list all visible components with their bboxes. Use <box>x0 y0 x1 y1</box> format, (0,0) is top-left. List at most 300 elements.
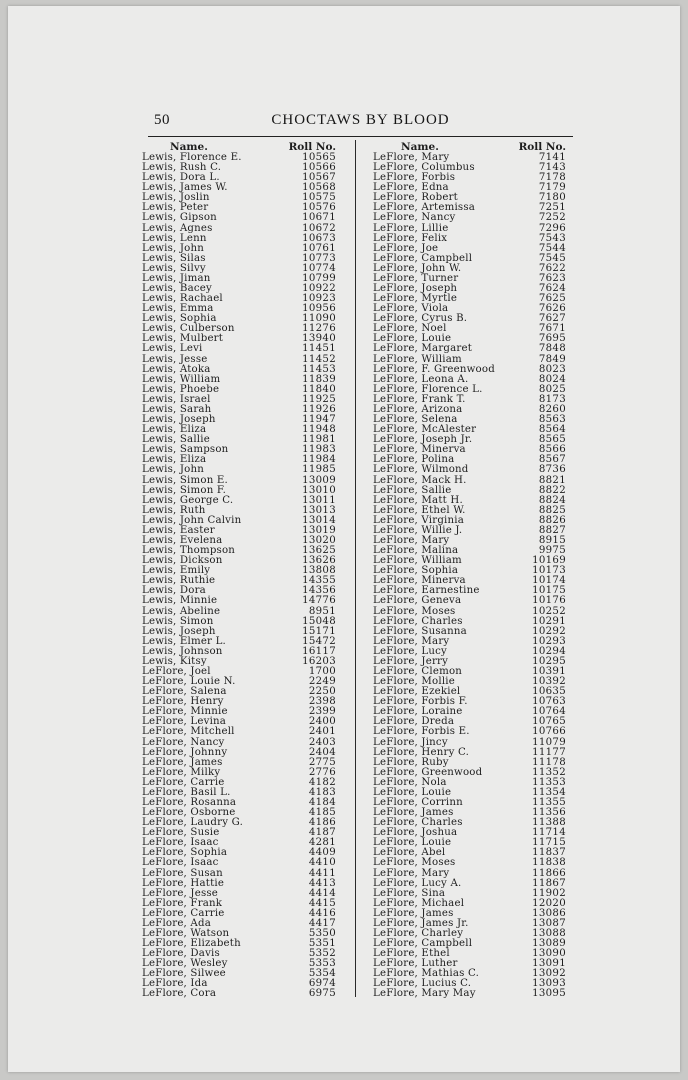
entry-name: LeFlore, Mollie <box>373 676 455 688</box>
entry-name: LeFlore, Ezekiel <box>373 686 461 698</box>
entry-roll-number: 13940 <box>302 333 336 345</box>
name-column-heading: Name. <box>401 141 439 153</box>
entry-name: LeFlore, John W. <box>373 262 462 274</box>
entry-roll-number: 4413 <box>308 877 336 889</box>
entry-roll-number: 13092 <box>532 968 566 980</box>
entry-roll-number: 4281 <box>308 837 336 849</box>
entry-name: LeFlore, Sina <box>373 887 446 899</box>
roll-entry <box>373 596 568 606</box>
entry-roll-number: 8951 <box>308 605 336 617</box>
entry-roll-number: 11867 <box>532 877 566 889</box>
entry-name: Lewis, Simon <box>142 615 214 627</box>
entry-name: LeFlore, Lucy <box>373 645 448 657</box>
entry-roll-number: 10576 <box>302 202 336 214</box>
entry-roll-number: 11839 <box>302 373 336 385</box>
entry-name: LeFlore, Laudry G. <box>142 817 244 829</box>
entry-roll-number: 2399 <box>308 706 336 718</box>
entry-roll-number: 16203 <box>302 655 336 667</box>
entry-name: Lewis, Levi <box>142 343 203 355</box>
entry-roll-number: 10799 <box>302 272 336 284</box>
page-number: 50 <box>154 112 170 128</box>
entry-roll-number: 7848 <box>538 343 566 355</box>
entry-roll-number: 10956 <box>302 303 336 315</box>
entry-roll-number: 7626 <box>538 303 566 315</box>
entry-name: Lewis, Eliza <box>142 454 207 466</box>
entry-roll-number: 4411 <box>308 867 336 879</box>
entry-name: LeFlore, Polina <box>373 454 455 466</box>
entry-roll-number: 4185 <box>308 807 336 819</box>
entry-roll-number: 10671 <box>302 212 336 224</box>
entry-roll-number: 10292 <box>532 625 566 637</box>
entry-name: LeFlore, Nancy <box>142 736 225 748</box>
entry-name: Lewis, Gipson <box>142 212 217 224</box>
entry-roll-number: 11177 <box>532 746 566 758</box>
entry-roll-number: 13086 <box>532 907 566 919</box>
entry-roll-number: 13087 <box>532 917 566 929</box>
entry-roll-number: 4409 <box>308 847 336 859</box>
entry-roll-number: 8565 <box>538 434 566 446</box>
entry-name: LeFlore, Florence L. <box>373 383 483 395</box>
entry-roll-number: 11354 <box>532 786 566 798</box>
entry-name: LeFlore, Frank T. <box>373 393 466 405</box>
entry-name: Lewis, George C. <box>142 494 234 506</box>
entry-name: LeFlore, Lucy A. <box>373 877 462 889</box>
entry-name: LeFlore, Campbell <box>373 938 473 950</box>
entry-name: Lewis, John <box>142 242 205 254</box>
entry-name: LeFlore, Mathias C. <box>373 968 480 980</box>
entry-name: LeFlore, James Jr. <box>373 917 469 929</box>
roll-entry <box>142 465 338 475</box>
entry-name: LeFlore, Joshua <box>373 827 458 839</box>
entry-roll-number: 15048 <box>302 615 336 627</box>
entry-name: LeFlore, Davis <box>142 948 220 960</box>
entry-roll-number: 7849 <box>538 353 566 365</box>
entry-name: LeFlore, Louie N. <box>142 676 236 688</box>
entry-roll-number: 4184 <box>308 797 336 808</box>
entry-roll-number: 4414 <box>308 887 336 899</box>
entry-roll-number: 13090 <box>532 948 566 960</box>
entry-name: Lewis, Silas <box>142 252 206 264</box>
entry-roll-number: 10764 <box>532 706 566 718</box>
entry-roll-number: 8023 <box>538 363 566 375</box>
entry-name: LeFlore, Moses <box>373 605 456 617</box>
entry-roll-number: 11090 <box>302 313 336 325</box>
entry-roll-number: 7544 <box>538 242 566 254</box>
entry-name: LeFlore, Artemissa <box>373 202 476 214</box>
entry-name: LeFlore, Susanna <box>373 625 467 637</box>
entry-roll-number: 7624 <box>538 283 566 295</box>
entry-name: LeFlore, Noel <box>373 323 447 335</box>
entry-roll-number: 10174 <box>532 575 566 587</box>
entry-name: LeFlore, Nola <box>373 776 447 788</box>
entry-name: LeFlore, Basil L. <box>142 786 231 798</box>
entry-name: Lewis, John Calvin <box>142 514 242 526</box>
page-title: CHOCTAWS BY BLOOD <box>271 112 450 128</box>
entry-name: Lewis, Elmer L. <box>142 635 226 647</box>
entry-roll-number: 13091 <box>532 958 566 970</box>
left-column <box>142 141 338 1000</box>
entry-name: LeFlore, Greenwood <box>373 766 483 778</box>
entry-roll-number: 15171 <box>302 625 336 637</box>
entry-roll-number: 8173 <box>538 393 566 405</box>
entry-roll-number: 7141 <box>538 152 566 163</box>
entry-name: Lewis, Minnie <box>142 595 218 607</box>
entry-roll-number: 11079 <box>532 736 566 748</box>
entry-name: Lewis, Sallie <box>142 434 210 446</box>
entry-roll-number: 10635 <box>532 686 566 698</box>
entry-roll-number: 8024 <box>538 373 566 385</box>
entry-roll-number: 7178 <box>538 172 566 184</box>
entry-name: Lewis, Florence E. <box>142 152 242 163</box>
entry-roll-number: 10766 <box>532 726 566 738</box>
entry-roll-number: 7671 <box>538 323 566 335</box>
entry-roll-number: 11355 <box>532 797 566 808</box>
entry-name: LeFlore, Ada <box>142 917 211 929</box>
entry-roll-number: 14776 <box>302 595 336 607</box>
entry-name: LeFlore, Lillie <box>373 222 449 234</box>
entry-roll-number: 10566 <box>302 162 336 174</box>
entry-roll-number: 11984 <box>302 454 336 466</box>
roll-column-heading: Roll No. <box>288 141 336 153</box>
entry-name: Lewis, Silvy <box>142 262 206 274</box>
entry-name: Lewis, Abeline <box>142 605 221 617</box>
entry-name: Lewis, Dickson <box>142 555 223 567</box>
entry-name: Lewis, Eliza <box>142 424 207 436</box>
entry-name: LeFlore, Moses <box>373 857 456 869</box>
entry-roll-number: 7179 <box>538 182 566 194</box>
entry-roll-number: 16117 <box>302 645 336 657</box>
entry-name: LeFlore, Watson <box>142 928 230 940</box>
entry-roll-number: 7622 <box>538 262 566 274</box>
entry-name: LeFlore, Lucius C. <box>373 978 472 990</box>
entry-name: LeFlore, Osborne <box>142 807 236 819</box>
entry-name: Lewis, Mulbert <box>142 333 224 345</box>
entry-roll-number: 7251 <box>538 202 566 214</box>
entry-roll-number: 7180 <box>538 192 566 204</box>
entry-name: LeFlore, Robert <box>373 192 458 204</box>
entry-name: Lewis, Phoebe <box>142 383 220 395</box>
entry-name: LeFlore, Isaac <box>142 837 219 849</box>
entry-name: LeFlore, Cyrus B. <box>373 313 468 325</box>
entry-roll-number: 10169 <box>532 555 566 567</box>
entry-name: LeFlore, Johnny <box>142 746 228 758</box>
entry-roll-number: 11451 <box>302 343 336 355</box>
entry-name: LeFlore, Columbus <box>373 162 475 174</box>
entry-name: LeFlore, Frank <box>142 897 223 909</box>
entry-name: LeFlore, Edna <box>373 182 449 194</box>
entry-roll-number: 8564 <box>538 424 566 436</box>
entry-roll-number: 11947 <box>302 414 336 426</box>
entry-name: Lewis, Johnson <box>142 645 223 657</box>
entry-roll-number: 5350 <box>308 928 336 940</box>
entry-name: Lewis, Rachael <box>142 293 223 305</box>
entry-roll-number: 8566 <box>538 444 566 456</box>
column-divider <box>355 140 356 997</box>
entry-name: Lewis, Easter <box>142 524 215 536</box>
entry-roll-number: 10392 <box>532 676 566 688</box>
entry-roll-number: 10765 <box>532 716 566 728</box>
entry-roll-number: 11840 <box>302 383 336 395</box>
entry-name: LeFlore, Ruby <box>373 756 449 768</box>
entry-roll-number: 11388 <box>532 817 566 829</box>
entry-roll-number: 10175 <box>532 585 566 597</box>
entry-roll-number: 7296 <box>538 222 566 234</box>
entry-name: LeFlore, Charley <box>373 928 464 940</box>
entry-name: LeFlore, Milky <box>142 766 221 778</box>
entry-name: LeFlore, Carrie <box>142 776 225 788</box>
entry-roll-number: 13019 <box>302 524 336 536</box>
entry-roll-number: 15472 <box>302 635 336 647</box>
entry-name: Lewis, Emily <box>142 565 211 577</box>
entry-name: LeFlore, Mack H. <box>373 474 467 486</box>
entry-name: LeFlore, Michael <box>373 897 465 909</box>
entry-name: LeFlore, Leona A. <box>373 373 469 385</box>
entry-roll-number: 11837 <box>532 847 566 859</box>
entry-roll-number: 5353 <box>308 958 336 970</box>
entry-roll-number: 6975 <box>308 988 336 1000</box>
entry-name: Lewis, Joseph <box>142 625 216 637</box>
entry-roll-number: 2403 <box>308 736 336 748</box>
entry-roll-number: 11352 <box>532 766 566 778</box>
entry-name: Lewis, Agnes <box>142 222 213 234</box>
entry-name: LeFlore, Cora <box>142 988 217 1000</box>
entry-name: LeFlore, McAlester <box>373 424 477 436</box>
entry-name: Lewis, James W. <box>142 182 228 194</box>
entry-name: LeFlore, Arizona <box>373 403 463 415</box>
entry-name: Lewis, John <box>142 464 205 476</box>
entry-name: LeFlore, Louie <box>373 333 452 345</box>
entry-roll-number: 10672 <box>302 222 336 234</box>
entry-name: Lewis, Ruth <box>142 504 206 516</box>
entry-name: Lewis, Joseph <box>142 414 216 426</box>
entry-name: LeFlore, Earnestine <box>373 585 480 597</box>
entry-name: LeFlore, Myrtle <box>373 293 458 305</box>
entry-roll-number: 11948 <box>302 424 336 436</box>
entry-name: LeFlore, Isaac <box>142 857 219 869</box>
entry-roll-number: 2401 <box>308 726 336 738</box>
entry-roll-number: 10252 <box>532 605 566 617</box>
entry-name: LeFlore, James <box>142 756 223 768</box>
entry-name: LeFlore, Jesse <box>142 887 219 899</box>
entry-name: LeFlore, Sallie <box>373 484 452 496</box>
page-header <box>148 110 573 137</box>
entry-name: LeFlore, Selena <box>373 414 458 426</box>
entry-name: Lewis, Kitsy <box>142 655 207 667</box>
entry-name: LeFlore, Ethel <box>373 948 450 960</box>
entry-roll-number: 4186 <box>308 817 336 829</box>
entry-roll-number: 4182 <box>308 776 336 788</box>
entry-name: LeFlore, Abel <box>373 847 446 859</box>
entry-roll-number: 8915 <box>538 534 566 546</box>
entry-roll-number: 13626 <box>302 555 336 567</box>
entry-name: Lewis, Culberson <box>142 323 235 335</box>
entry-roll-number: 2775 <box>308 756 336 768</box>
entry-name: LeFlore, Turner <box>373 272 459 284</box>
entry-roll-number: 8825 <box>538 504 566 516</box>
entry-name: LeFlore, Henry C. <box>373 746 470 758</box>
entry-roll-number: 10774 <box>302 262 336 274</box>
entry-name: LeFlore, Felix <box>373 232 448 244</box>
entry-name: Lewis, Peter <box>142 202 209 214</box>
entry-name: LeFlore, Viola <box>373 303 449 315</box>
entry-name: LeFlore, Wilmond <box>373 464 469 476</box>
entry-name: LeFlore, Jerry <box>373 655 449 667</box>
entry-name: Lewis, Thompson <box>142 545 236 557</box>
entry-roll-number: 13625 <box>302 545 336 557</box>
entry-name: LeFlore, James <box>373 807 454 819</box>
entry-name: LeFlore, Louie <box>373 837 452 849</box>
entry-name: LeFlore, Salena <box>142 686 227 698</box>
entry-name: Lewis, Ruthie <box>142 575 216 587</box>
entry-name: LeFlore, Malina <box>373 545 459 557</box>
entry-name: LeFlore, Ethel W. <box>373 504 466 516</box>
entry-name: Lewis, Dora <box>142 585 206 597</box>
entry-name: Lewis, Rush C. <box>142 162 222 174</box>
entry-roll-number: 7545 <box>538 252 566 264</box>
entry-name: LeFlore, Jincy <box>373 736 448 748</box>
entry-roll-number: 10763 <box>532 696 566 708</box>
entry-name: LeFlore, Henry <box>142 696 224 708</box>
entry-roll-number: 2400 <box>308 716 336 728</box>
entry-roll-number: 10923 <box>302 293 336 305</box>
entry-roll-number: 11715 <box>532 837 566 849</box>
entry-name: Lewis, Lenn <box>142 232 207 244</box>
entry-name: LeFlore, Dreda <box>373 716 455 728</box>
entry-roll-number: 9975 <box>538 545 566 557</box>
entry-name: LeFlore, Wesley <box>142 958 228 970</box>
entry-roll-number: 11453 <box>302 363 336 375</box>
entry-roll-number: 13088 <box>532 928 566 940</box>
entry-roll-number: 10773 <box>302 252 336 264</box>
entry-name: LeFlore, Rosanna <box>142 797 237 808</box>
entry-name: LeFlore, Minerva <box>373 444 466 456</box>
entry-roll-number: 8736 <box>538 464 566 476</box>
entry-name: LeFlore, Corrinn <box>373 797 463 808</box>
entry-name: LeFlore, Matt H. <box>373 494 463 506</box>
entry-roll-number: 11902 <box>532 887 566 899</box>
entry-roll-number: 4415 <box>308 897 336 909</box>
entry-name: LeFlore, Minnie <box>142 706 228 718</box>
entry-roll-number: 11866 <box>532 867 566 879</box>
entry-name: Lewis, Sarah <box>142 403 212 415</box>
entry-roll-number: 10294 <box>532 645 566 657</box>
entry-name: LeFlore, Silwee <box>142 968 226 980</box>
entry-roll-number: 1700 <box>308 665 336 677</box>
entry-name: LeFlore, F. Greenwood <box>373 363 495 375</box>
entry-name: Lewis, William <box>142 373 221 385</box>
entry-roll-number: 4417 <box>308 917 336 929</box>
entry-roll-number: 10922 <box>302 283 336 295</box>
entry-name: LeFlore, Geneva <box>373 595 462 607</box>
entry-roll-number: 2404 <box>308 746 336 758</box>
entry-roll-number: 10176 <box>532 595 566 607</box>
entry-roll-number: 11356 <box>532 807 566 819</box>
roll-entry <box>142 596 338 606</box>
entry-name: LeFlore, Susan <box>142 867 223 879</box>
entry-name: LeFlore, Forbis <box>373 172 456 184</box>
entry-roll-number: 6974 <box>308 978 336 990</box>
entry-name: LeFlore, Sophia <box>373 565 459 577</box>
entry-roll-number: 13089 <box>532 938 566 950</box>
entry-roll-number: 10391 <box>532 665 566 677</box>
entry-roll-number: 8025 <box>538 383 566 395</box>
entry-name: LeFlore, Nancy <box>373 212 456 224</box>
entry-roll-number: 11838 <box>532 857 566 869</box>
entry-roll-number: 7252 <box>538 212 566 224</box>
entry-name: Lewis, Bacey <box>142 283 212 295</box>
entry-name: LeFlore, Loraine <box>373 706 463 718</box>
entry-roll-number: 10293 <box>532 635 566 647</box>
entry-roll-number: 13010 <box>302 484 336 496</box>
entry-roll-number: 4183 <box>308 786 336 798</box>
document-page <box>8 6 680 1072</box>
entry-roll-number: 10173 <box>532 565 566 577</box>
entry-name: LeFlore, Mary <box>373 534 450 546</box>
entry-name: Lewis, Dora L. <box>142 172 220 184</box>
entry-roll-number: 10565 <box>302 152 336 163</box>
entry-name: LeFlore, Mary <box>373 152 450 163</box>
entry-name: LeFlore, Joseph <box>373 283 458 295</box>
entry-roll-number: 11276 <box>302 323 336 335</box>
entry-roll-number: 7625 <box>538 293 566 305</box>
entry-name: LeFlore, Minerva <box>373 575 466 587</box>
entry-roll-number: 11925 <box>302 393 336 405</box>
entry-name: LeFlore, Mary May <box>373 988 476 1000</box>
entry-name: LeFlore, Hattie <box>142 877 225 889</box>
entry-name: LeFlore, Forbis F. <box>373 696 468 708</box>
entry-name: LeFlore, Joe <box>373 242 439 254</box>
entry-name: LeFlore, William <box>373 353 462 365</box>
roll-entry <box>142 989 338 999</box>
entry-roll-number: 13020 <box>302 534 336 546</box>
entry-roll-number: 4416 <box>308 907 336 919</box>
entry-name: LeFlore, Willie J. <box>373 524 463 536</box>
entry-roll-number: 11985 <box>302 464 336 476</box>
entry-name: Lewis, Simon E. <box>142 474 228 486</box>
entry-roll-number: 11452 <box>302 353 336 365</box>
entry-name: Lewis, Jesse <box>142 353 208 365</box>
entry-roll-number: 13093 <box>532 978 566 990</box>
entry-roll-number: 4410 <box>308 857 336 869</box>
entry-roll-number: 2250 <box>308 686 336 698</box>
entry-name: LeFlore, Luther <box>373 958 458 970</box>
entry-roll-number: 5354 <box>308 968 336 980</box>
entry-name: Lewis, Emma <box>142 303 214 315</box>
entry-name: LeFlore, William <box>373 555 462 567</box>
entry-roll-number: 4187 <box>308 827 336 839</box>
entry-roll-number: 8260 <box>538 403 566 415</box>
roll-entry <box>373 465 568 475</box>
entry-name: LeFlore, Elizabeth <box>142 938 241 950</box>
entry-name: Lewis, Sampson <box>142 444 229 456</box>
entry-name: LeFlore, Ida <box>142 978 208 990</box>
entry-roll-number: 12020 <box>532 897 566 909</box>
entry-roll-number: 11353 <box>532 776 566 788</box>
entry-roll-number: 10575 <box>302 192 336 204</box>
entry-name: LeFlore, Carrie <box>142 907 225 919</box>
entry-roll-number: 13013 <box>302 504 336 516</box>
entry-roll-number: 11926 <box>302 403 336 415</box>
entry-roll-number: 8826 <box>538 514 566 526</box>
entry-name: LeFlore, Charles <box>373 615 463 627</box>
entry-roll-number: 8563 <box>538 414 566 426</box>
entry-name: LeFlore, Mary <box>373 635 450 647</box>
entry-roll-number: 11983 <box>302 444 336 456</box>
entry-name: LeFlore, Joel <box>142 665 211 677</box>
entry-roll-number: 2776 <box>308 766 336 778</box>
entry-name: LeFlore, Susie <box>142 827 220 839</box>
entry-roll-number: 13014 <box>302 514 336 526</box>
